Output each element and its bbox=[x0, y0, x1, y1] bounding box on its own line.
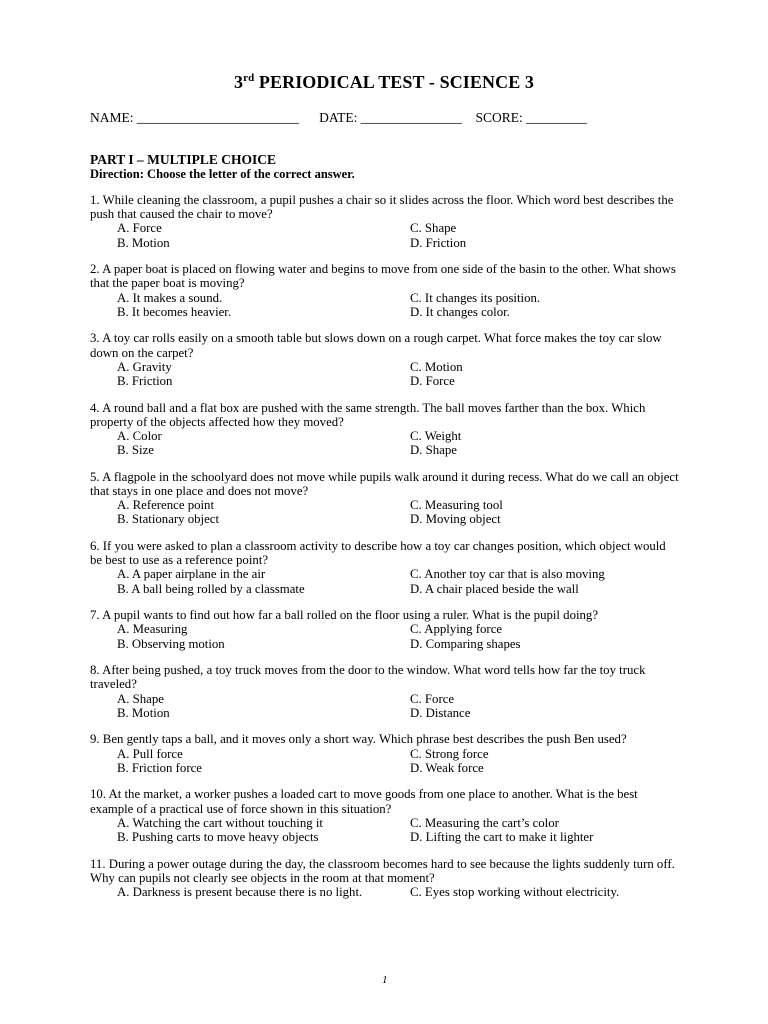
choice-c: C. Force bbox=[410, 691, 455, 706]
choice-d: D. Comparing shapes bbox=[410, 636, 521, 651]
date-label: DATE: bbox=[319, 110, 361, 125]
question-8 bbox=[90, 663, 680, 720]
choice-grid bbox=[90, 622, 680, 650]
choice-a: A. It makes a sound. bbox=[117, 290, 223, 305]
question-stem: 9. Ben gently taps a ball, and it moves only a short way. Which phrase best describes the push Ben used? bbox=[90, 732, 627, 747]
choice-grid bbox=[90, 429, 680, 457]
title-superscript: rd bbox=[243, 72, 255, 84]
question-4 bbox=[90, 401, 680, 458]
question-7 bbox=[90, 608, 680, 651]
choice-d: D. Shape bbox=[410, 443, 457, 458]
choice-c: C. Shape bbox=[410, 221, 457, 236]
choice-c: C. Another toy car that is also moving bbox=[410, 567, 605, 582]
question-stem: 10. At the market, a worker pushes a loaded cart to move goods from one place to another. What is the best example of a practical use of force shown in this situation? bbox=[90, 787, 638, 816]
title-rest: PERIODICAL TEST - SCIENCE 3 bbox=[254, 72, 535, 92]
part-direction: Direction: Choose the letter of the correct answer. bbox=[90, 167, 355, 181]
question-list bbox=[90, 193, 680, 912]
name-blank: ________________________ bbox=[136, 110, 299, 125]
choice-b: B. Stationary object bbox=[117, 512, 220, 527]
choice-b: B. It becomes heavier. bbox=[117, 304, 232, 319]
choice-b: B. Pushing carts to move heavy objects bbox=[117, 830, 319, 845]
choice-grid bbox=[90, 291, 680, 319]
choice-grid bbox=[90, 816, 680, 844]
choice-a: A. Watching the cart without touching it bbox=[117, 815, 323, 830]
question-stem: 5. A flagpole in the schoolyard does not move while pupils walk around it during recess. What do we call an object that stays in one place and does not move? bbox=[90, 469, 679, 499]
choice-a: A. Shape bbox=[117, 691, 164, 706]
question-stem: 2. A paper boat is placed on flowing water and begins to move from one side of the basin to the other. What shows that the paper boat is moving? bbox=[90, 262, 676, 291]
choice-a: A. Reference point bbox=[117, 498, 215, 513]
choice-grid bbox=[90, 692, 680, 720]
choice-d: D. A chair placed beside the wall bbox=[410, 581, 579, 596]
choice-c: C. Motion bbox=[410, 359, 463, 374]
choice-grid bbox=[90, 360, 680, 388]
choice-d: D. It changes color. bbox=[410, 304, 510, 319]
title-prefix: 3 bbox=[233, 72, 244, 92]
student-info-line bbox=[90, 110, 587, 126]
choice-grid bbox=[90, 221, 680, 249]
part-heading: PART I – MULTIPLE CHOICE bbox=[90, 152, 277, 167]
choice-grid bbox=[90, 567, 680, 595]
question-6 bbox=[90, 539, 680, 596]
question-10 bbox=[90, 787, 680, 844]
question-stem: 3. A toy car rolls easily on a smooth table but slows down on a rough carpet. What force makes the toy car slow down on the carpet? bbox=[90, 331, 662, 360]
choice-c: C. It changes its position. bbox=[410, 290, 541, 305]
choice-d: D. Moving object bbox=[410, 512, 501, 527]
choice-a: A. Color bbox=[117, 429, 162, 444]
choice-c: C. Measuring tool bbox=[410, 498, 503, 513]
question-stem: 7. A pupil wants to find out how far a ball rolled on the floor using a ruler. What is the pupil doing? bbox=[90, 608, 599, 623]
question-11 bbox=[90, 857, 680, 900]
choice-b: B. Motion bbox=[117, 705, 170, 720]
choice-a: A. A paper airplane in the air bbox=[117, 567, 266, 582]
choice-c: C. Strong force bbox=[410, 746, 489, 761]
choice-b: B. Motion bbox=[117, 235, 170, 250]
choice-b: B. Observing motion bbox=[117, 636, 225, 651]
choice-b: B. Friction force bbox=[117, 760, 202, 775]
choice-c: C. Measuring the cart’s color bbox=[410, 815, 559, 830]
question-9 bbox=[90, 732, 680, 775]
question-stem: 11. During a power outage during the day, the classroom becomes hard to see because the lights suddenly turn off. Why can pupils not clearly see objects in the room at that moment? bbox=[90, 856, 675, 885]
choice-d: D. Distance bbox=[410, 705, 471, 720]
question-5 bbox=[90, 470, 680, 527]
choice-b: B. Size bbox=[117, 443, 154, 458]
question-stem: 4. A round ball and a flat box are pushed with the same strength. The ball moves farther than the box. Which property of the objects affected how they moved? bbox=[90, 400, 646, 429]
choice-a: A. Measuring bbox=[117, 622, 188, 637]
choice-a: A. Gravity bbox=[117, 359, 172, 374]
choice-b: B. A ball being rolled by a classmate bbox=[117, 581, 305, 596]
choice-d: D. Force bbox=[410, 374, 455, 389]
choice-d: D. Friction bbox=[410, 235, 467, 250]
choice-d: D. Lifting the cart to make it lighter bbox=[410, 830, 594, 845]
choice-d: D. Weak force bbox=[410, 760, 484, 775]
choice-a: A. Force bbox=[117, 221, 162, 236]
question-3 bbox=[90, 331, 680, 388]
choice-a: A. Darkness is present because there is no light. bbox=[117, 885, 363, 900]
choice-b: B. Friction bbox=[117, 374, 173, 389]
choice-grid bbox=[90, 747, 680, 775]
question-stem: 1. While cleaning the classroom, a pupil pushes a chair so it slides across the floor. Which word best describes the push that caused the chair to move? bbox=[90, 193, 674, 222]
page-title bbox=[0, 72, 768, 93]
score-blank: _________ bbox=[526, 110, 587, 125]
choice-grid bbox=[90, 498, 680, 526]
choice-c: C. Applying force bbox=[410, 622, 503, 637]
question-stem: 6. If you were asked to plan a classroom activity to describe how a toy car changes position, which object would be best to use as a reference point? bbox=[90, 539, 666, 568]
question-1 bbox=[90, 193, 680, 250]
page-number: 1 bbox=[382, 974, 388, 986]
question-stem: 8. After being pushed, a toy truck moves from the door to the window. What word tells how far the toy truck traveled? bbox=[90, 663, 646, 692]
question-2 bbox=[90, 262, 680, 319]
choice-c: C. Weight bbox=[410, 429, 462, 444]
choice-c: C. Eyes stop working without electricity. bbox=[410, 885, 620, 900]
name-label: NAME: bbox=[90, 110, 137, 125]
score-label: SCORE: bbox=[475, 110, 527, 125]
choice-grid bbox=[90, 885, 680, 899]
date-blank: _______________ bbox=[360, 110, 462, 125]
choice-a: A. Pull force bbox=[117, 746, 183, 761]
